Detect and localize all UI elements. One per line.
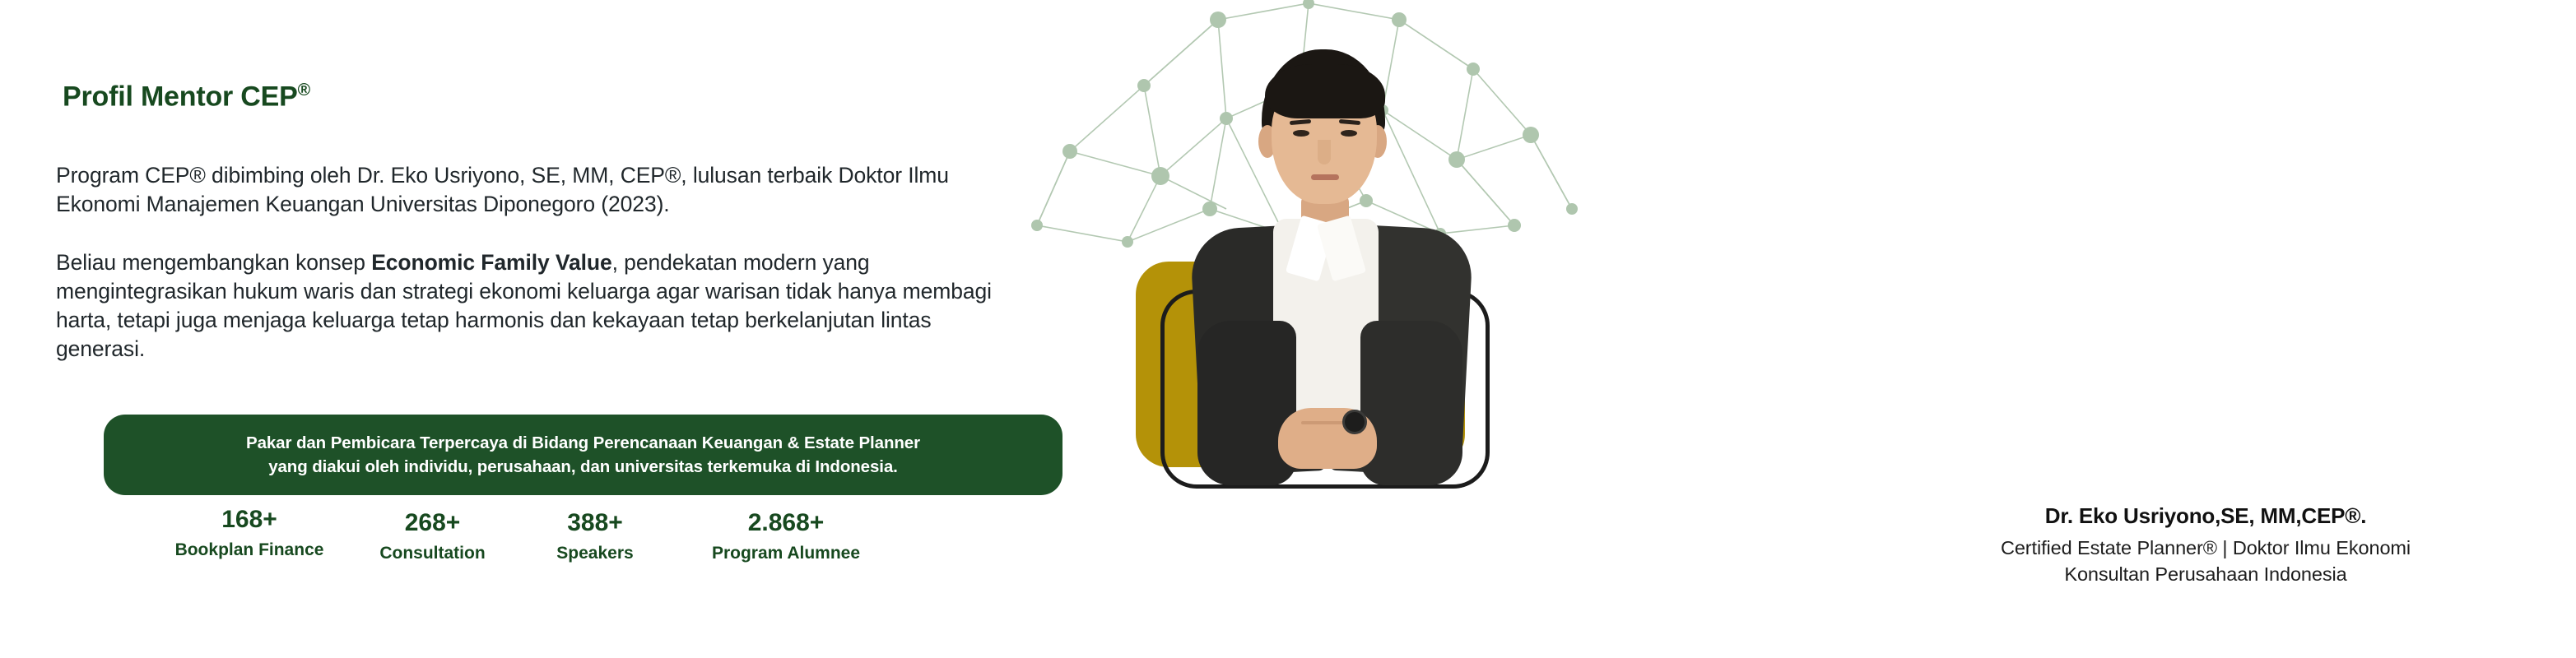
nose [1318,140,1331,164]
stat-label: Consultation [379,544,486,563]
caption-credentials-line-1: Certified Estate Planner® | Doktor Ilmu Ekonomi [2000,537,2411,558]
wristwatch [1342,410,1367,434]
stat-item [155,505,344,560]
statistics-row [155,505,1011,595]
credentials-banner [104,415,1062,495]
stat-value: 2.868+ [747,509,825,536]
stat-item [344,508,521,563]
paragraph-concept-after: , pendekatan modern yang mengintegrasikan hukum waris dan strategi ekonomi keluarga agar warisan tidak hanya membagi harta, tetapi juga menjaga keluarga tetap harmonis dan kekayaan tetap berkelanjutan lintas generasi. [56,250,992,361]
portrait-caption [1835,503,2576,588]
hair-fringe [1265,64,1385,118]
stat-value: 388+ [567,509,623,536]
mentor-portrait-photo [1148,49,1502,485]
credentials-banner-line-1: Pakar dan Pembicara Terpercaya di Bidang Perencanaan Keuangan & Estate Planner [246,433,920,452]
credentials-banner-line-2: yang diakui oleh individu, perusahaan, dan universitas terkemuka di Indonesia. [268,457,898,476]
paragraph-concept-before: Beliau mengembangkan konsep [56,250,372,275]
stat-value: 168+ [221,506,277,533]
page-title-text: Profil Mentor CEP [63,81,298,113]
caption-credentials [1835,535,2576,588]
eye-right [1341,130,1357,137]
paragraph-concept-highlight: Economic Family Value [371,250,612,275]
mouth [1311,174,1339,180]
arm-left [1197,321,1296,485]
text-column [56,0,1011,658]
caption-credentials-line-2: Konsultan Perusahaan Indonesia [2064,563,2347,586]
stat-label: Speakers [556,544,634,563]
registered-mark: ® [297,81,310,100]
stat-label: Program Alumnee [711,544,861,563]
stat-label: Bookplan Finance [174,540,324,559]
paragraph-intro: Program CEP® dibimbing oleh Dr. Eko Usriyono, SE, MM, CEP®, lulusan terbaik Doktor Ilmu Ekonomi Manajemen Keuangan Universitas Diponegoro (2023). [56,163,949,216]
stat-item [679,508,893,563]
portrait-column [1004,0,2411,658]
stat-value: 268+ [404,509,461,536]
arm-right [1360,321,1462,485]
eye-left [1293,130,1309,137]
page-title [63,81,310,113]
stat-item [521,508,669,563]
paragraph-concept [56,248,1015,364]
caption-name: Dr. Eko Usriyono,SE, MM,CEP®. [2044,503,2367,528]
